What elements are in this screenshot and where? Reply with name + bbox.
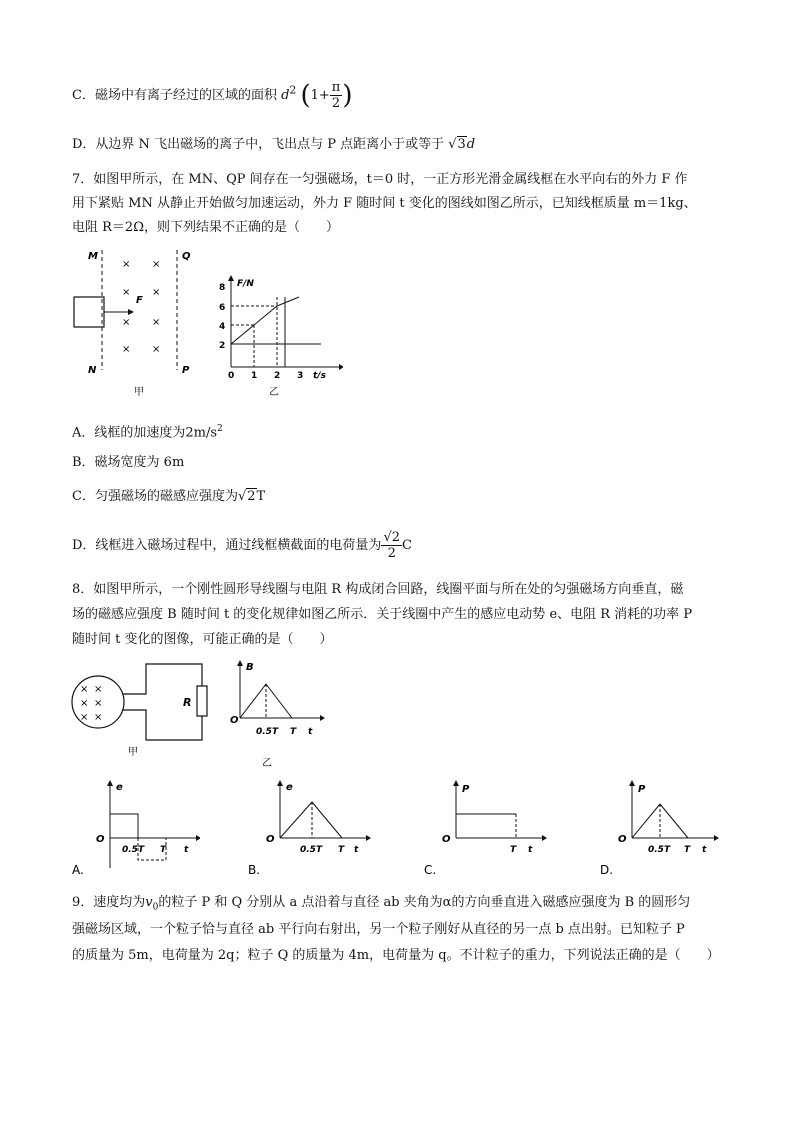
q7-figure-yi: [213, 275, 343, 397]
q7-figure-jia: [70, 245, 200, 400]
q6-option-c: C．磁场中有离子经过的区域的面积 $d^2$ (1+ $\frac{\pi}{2}$ ): [72, 80, 353, 111]
e-fall: [312, 802, 342, 838]
q6-c-one: 1+: [310, 88, 330, 103]
ytick-8: 8: [219, 283, 226, 293]
b-rise: [240, 684, 266, 718]
e-rise: [280, 802, 312, 838]
y-axis-arrow: [228, 275, 234, 281]
cross-mark: ×: [152, 287, 161, 298]
origin-label: O: [618, 834, 627, 845]
option-letter-a: A.: [72, 863, 84, 877]
p-fall: [660, 804, 688, 838]
x-axis-label: t/s: [313, 371, 326, 381]
label-t-axis: t: [308, 727, 313, 737]
caption-jia: 甲: [134, 387, 144, 398]
q9-line2: 强磁场区域，一个粒子恰与直径 ab 平行向右射出，另一个粒子刚好从直径的另一点 b 点出射。已知粒子 P: [72, 922, 685, 937]
resistor: [197, 686, 207, 716]
magnetic-field-marks: [122, 259, 160, 355]
sqrt-symbol: √: [237, 489, 247, 504]
origin-label: O: [266, 834, 275, 845]
svg-text:×: ×: [94, 712, 103, 723]
label-half-t: 0.5T: [256, 727, 279, 737]
y-label-e: e: [116, 782, 123, 793]
label-t-end: T: [684, 845, 691, 855]
ytick-4: 4: [219, 322, 226, 332]
x-axis-arrow: [320, 715, 325, 721]
q9-v: v: [145, 895, 153, 910]
y-label-e: e: [286, 782, 293, 793]
q6-c-fraction: $\frac{\pi}{2}$: [331, 80, 341, 111]
option-letter-c: C.: [424, 863, 437, 877]
right-paren: ): [342, 80, 353, 111]
xtick-1: 1: [251, 371, 258, 381]
q8-line2: 场的磁感应强度 B 随时间 t 的变化规律如图乙所示．关于线圈中产生的感应电动势 e、电阻 R 消耗的功率 P: [72, 607, 693, 622]
q6-d-d: d: [466, 137, 476, 152]
label-t-axis: t: [354, 845, 359, 855]
q8-option-c-graph: [422, 778, 552, 878]
left-paren: (: [300, 80, 311, 111]
svg-text:×: ×: [80, 684, 89, 695]
label-t-axis: t: [528, 845, 533, 855]
q6-option-d: D．从边界 N 飞出磁场的离子中，飞出点与 P 点距离小于或等于 √3d: [72, 137, 476, 152]
y-tick-labels: [219, 283, 225, 351]
q8-line3: 随时间 t 变化的图像，可能正确的是（ ）: [72, 632, 333, 647]
label-o: O: [230, 715, 239, 726]
q6-d-sqrt: 3: [457, 137, 466, 152]
q7-line3: 电阻 R＝2Ω，则下列结果不正确的是（ ）: [72, 220, 339, 235]
cross-mark: ×: [122, 259, 131, 270]
q9-line1: 9．速度均为$v_0$的粒子 P 和 Q 分别从 a 点沿着与直径 ab 夹角为α的方向垂直进入磁感应强度为 B 的圆形匀: [72, 895, 691, 913]
label-t-end: T: [338, 845, 345, 855]
q7-option-a: A．线框的加速度为$2m/s^2$: [72, 424, 223, 441]
y-label-p: P: [638, 784, 646, 795]
xtick-0: 0: [228, 371, 235, 381]
y-axis-arrow: [107, 780, 113, 786]
label-t-end: T: [290, 727, 297, 737]
q9-v-sub: 0: [152, 902, 159, 913]
label-r: R: [183, 696, 192, 709]
label-t-end: T: [510, 845, 517, 855]
label-half-t: 0.5T: [648, 845, 671, 855]
svg-text:×: ×: [94, 698, 103, 709]
label-n: N: [88, 365, 97, 376]
q7-d-unit: C: [402, 538, 412, 553]
y-axis-arrow: [629, 780, 635, 786]
y-axis-arrow: [237, 660, 243, 666]
cross-mark: ×: [122, 344, 131, 355]
q8-option-b-graph: [246, 778, 376, 878]
y-axis-label: F/N: [237, 279, 254, 289]
label-m: M: [88, 251, 98, 262]
label-t-axis: t: [702, 845, 707, 855]
cross-mark: ×: [122, 317, 131, 328]
q9-line3: 的质量为 5m，电荷量为 2q；粒子 Q 的质量为 4m，电荷量为 q。不计粒子的重力，下列说法正确的是（ ）: [72, 948, 720, 963]
b-fall: [266, 684, 292, 718]
label-b: B: [246, 662, 254, 673]
label-half-t: 0.5T: [300, 845, 323, 855]
cross-mark: ×: [152, 344, 161, 355]
xtick-3: 3: [297, 371, 304, 381]
q6-c-pow: 2: [289, 83, 297, 97]
force-line-upper: [277, 297, 299, 306]
cross-mark: ×: [122, 287, 131, 298]
q7-c-unit: T: [256, 489, 266, 504]
q8-line1: 8．如图甲所示，一个刚性圆形导线圈与电阻 R 构成闭合回路，线圈平面与所在处的匀强磁场方向垂直，磁: [72, 582, 684, 597]
x-axis-arrow: [339, 364, 343, 370]
circuit-wire-top: [122, 664, 202, 694]
x-axis-arrow: [714, 835, 719, 841]
label-f: F: [136, 295, 143, 306]
q8-option-d-graph: [598, 778, 728, 878]
xtick-2: 2: [274, 371, 281, 381]
q8-figure-yi: [228, 660, 328, 772]
q6-c-d: d: [281, 88, 290, 103]
label-q: Q: [182, 251, 191, 262]
svg-text:×: ×: [94, 684, 103, 695]
caption-jia: 甲: [128, 747, 138, 758]
e-positive-segment: [110, 814, 138, 838]
sqrt-symbol: √: [448, 137, 457, 152]
q7-option-b: B．磁场宽度为 6m: [72, 455, 185, 470]
q7-d-fraction: $\frac{√2}{2}$: [383, 530, 400, 561]
square-frame: [74, 297, 104, 327]
q8-option-a-graph: [70, 778, 200, 878]
cross-mark: ×: [152, 317, 161, 328]
cross-mark: ×: [152, 259, 161, 270]
coil-field-marks: [80, 684, 102, 723]
force-arrow-head: [128, 309, 134, 315]
q7-c-sqrt: 2: [247, 489, 256, 504]
ytick-2: 2: [219, 341, 226, 351]
x-tick-labels: [228, 371, 303, 381]
y-label-p: P: [462, 784, 470, 795]
svg-text:×: ×: [80, 712, 89, 723]
q7-line1: 7．如图甲所示，在 MN、QP 间存在一匀强磁场，t＝0 时，一正方形光滑金属线框在水平向右的外力 F 作: [72, 172, 688, 187]
caption-yi: 乙: [269, 387, 279, 397]
x-axis-arrow: [196, 835, 200, 841]
origin-label: O: [96, 834, 105, 845]
label-half-t: 0.5T: [122, 845, 145, 855]
label-t-axis: t: [184, 845, 189, 855]
origin-label: O: [442, 834, 451, 845]
option-letter-d: D.: [600, 863, 614, 877]
caption-yi: 乙: [262, 758, 272, 769]
q8-figure-jia: [70, 658, 220, 758]
x-axis-arrow: [542, 835, 547, 841]
y-axis-arrow: [277, 780, 283, 786]
svg-text:×: ×: [80, 698, 89, 709]
q7-option-d: D．线框进入磁场过程中，通过线框横截面的电荷量为 $\frac{√2}{2}$ C: [72, 530, 412, 561]
q7-option-c: C．匀强磁场的磁感应强度为√2T: [72, 489, 266, 504]
x-axis-arrow: [366, 835, 371, 841]
p-rise: [632, 804, 660, 838]
q7-a-value: 2m/s: [185, 425, 218, 441]
y-axis-arrow: [453, 780, 459, 786]
q7-line2: 用下紧贴 MN 从静止开始做匀加速运动，外力 F 随时间 t 变化的图线如图乙所示，已知线框质量 m＝1kg、: [72, 196, 697, 211]
circuit-wire-bottom: [122, 710, 202, 740]
label-t-end: T: [160, 845, 167, 855]
q7-a-pow: 2: [217, 424, 223, 434]
option-letter-b: B.: [248, 863, 261, 877]
ytick-6: 6: [219, 303, 226, 313]
label-p: P: [182, 365, 190, 376]
